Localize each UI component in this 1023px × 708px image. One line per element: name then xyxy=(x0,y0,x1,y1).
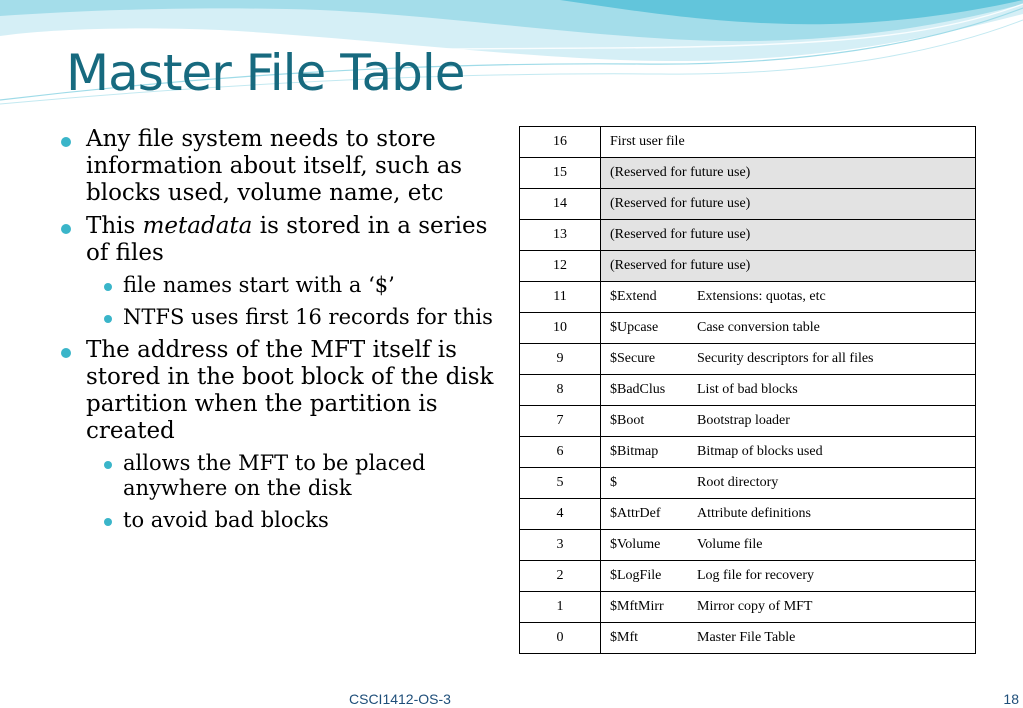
record-file-name: $Bitmap xyxy=(610,444,659,459)
record-description: (Reserved for future use) xyxy=(610,196,751,211)
record-number: 12 xyxy=(520,251,601,282)
table-row xyxy=(520,313,976,344)
record-description: Log file for recovery xyxy=(697,568,814,583)
record-description: (Reserved for future use) xyxy=(610,165,751,180)
record-description: Bitmap of blocks used xyxy=(697,444,823,459)
record-description: Root directory xyxy=(697,475,779,490)
record-info xyxy=(601,499,976,530)
bullet-text: Any file system needs to store information about itself, such as blocks used, volume name, etc xyxy=(86,126,463,206)
table-row xyxy=(520,375,976,406)
record-info xyxy=(601,189,976,220)
bullet-item xyxy=(58,126,506,207)
bullet-text: The address of the MFT itself is stored in the boot block of the disk partition when the partition is created xyxy=(86,337,494,444)
record-info xyxy=(601,282,976,313)
record-info xyxy=(601,344,976,375)
table-row xyxy=(520,468,976,499)
sub-bullet-item xyxy=(58,273,506,298)
record-info xyxy=(601,406,976,437)
record-file-name: $BadClus xyxy=(610,382,666,397)
bullet-text: NTFS uses first 16 records for this xyxy=(123,305,493,329)
record-file-name: $Secure xyxy=(610,351,656,366)
record-info xyxy=(601,561,976,592)
record-number: 4 xyxy=(520,499,601,530)
record-file-name: $LogFile xyxy=(610,568,662,583)
bullet-item xyxy=(58,337,506,445)
table-row xyxy=(520,530,976,561)
bullet-dot-icon xyxy=(104,461,112,469)
record-description: Security descriptors for all files xyxy=(697,351,874,366)
record-number: 8 xyxy=(520,375,601,406)
table-row xyxy=(520,592,976,623)
record-number: 1 xyxy=(520,592,601,623)
record-description: (Reserved for future use) xyxy=(610,227,751,242)
table-row xyxy=(520,437,976,468)
record-number: 3 xyxy=(520,530,601,561)
record-number: 7 xyxy=(520,406,601,437)
record-info xyxy=(601,313,976,344)
bullet-text: file names start with a ‘$’ xyxy=(123,273,395,297)
bullet-dot-icon xyxy=(61,224,71,234)
record-file-name: $Volume xyxy=(610,537,661,552)
record-description: Master File Table xyxy=(697,630,796,645)
bullet-dot-icon xyxy=(104,315,112,323)
table-row xyxy=(520,623,976,654)
record-number: 11 xyxy=(520,282,601,313)
table-row xyxy=(520,344,976,375)
record-description: Attribute definitions xyxy=(697,506,811,521)
record-file-name: $ xyxy=(610,475,617,490)
record-info xyxy=(601,623,976,654)
record-number: 16 xyxy=(520,127,601,158)
record-number: 10 xyxy=(520,313,601,344)
record-number: 13 xyxy=(520,220,601,251)
bullet-dot-icon xyxy=(61,137,71,147)
bullet-text: allows the MFT to be placed anywhere on the disk xyxy=(123,451,426,500)
table-row xyxy=(520,158,976,189)
record-description: (Reserved for future use) xyxy=(610,258,751,273)
record-info xyxy=(601,127,976,158)
record-description: Case conversion table xyxy=(697,320,820,335)
bullet-dot-icon xyxy=(61,348,71,358)
record-number: 14 xyxy=(520,189,601,220)
record-info xyxy=(601,468,976,499)
record-number: 2 xyxy=(520,561,601,592)
record-description: Bootstrap loader xyxy=(697,413,790,428)
bullet-item xyxy=(58,213,506,267)
bullet-text: is stored in a series of files xyxy=(86,213,488,266)
record-file-name: $Extend xyxy=(610,289,657,304)
record-info xyxy=(601,437,976,468)
record-description: Volume file xyxy=(697,537,763,552)
record-number: 5 xyxy=(520,468,601,499)
record-info xyxy=(601,375,976,406)
record-info xyxy=(601,251,976,282)
sub-bullet-item xyxy=(58,508,506,533)
mft-table xyxy=(519,126,976,654)
sub-bullet-item xyxy=(58,305,506,330)
table-row xyxy=(520,282,976,313)
record-description: Mirror copy of MFT xyxy=(697,599,813,614)
record-file-name: $Mft xyxy=(610,630,638,645)
record-file-name: $Boot xyxy=(610,413,645,428)
table-row xyxy=(520,251,976,282)
record-file-name: $MftMirr xyxy=(610,599,664,614)
bullet-list xyxy=(58,126,506,540)
record-number: 15 xyxy=(520,158,601,189)
record-number: 0 xyxy=(520,623,601,654)
record-file-name: $AttrDef xyxy=(610,506,661,521)
table-row xyxy=(520,220,976,251)
table-row xyxy=(520,406,976,437)
sub-bullet-item xyxy=(58,451,506,501)
emphasis-text: metadata xyxy=(142,213,253,239)
bullet-text: to avoid bad blocks xyxy=(123,508,329,532)
page-number: 18 xyxy=(1003,691,1019,707)
record-info xyxy=(601,158,976,189)
slide-title: Master File Table xyxy=(66,44,465,102)
record-number: 9 xyxy=(520,344,601,375)
bullet-dot-icon xyxy=(104,518,112,526)
record-number: 6 xyxy=(520,437,601,468)
table-row xyxy=(520,189,976,220)
record-description: Extensions: quotas, etc xyxy=(697,289,826,304)
footer-course-label: CSCI1412-OS-3 xyxy=(349,691,451,707)
record-description: First user file xyxy=(610,134,685,149)
record-info xyxy=(601,592,976,623)
table-row xyxy=(520,561,976,592)
record-file-name: $Upcase xyxy=(610,320,659,335)
bullet-dot-icon xyxy=(104,283,112,291)
record-description: List of bad blocks xyxy=(697,382,798,397)
record-info xyxy=(601,530,976,561)
record-info xyxy=(601,220,976,251)
table-row xyxy=(520,499,976,530)
bullet-text: This xyxy=(86,213,143,239)
table-row xyxy=(520,127,976,158)
